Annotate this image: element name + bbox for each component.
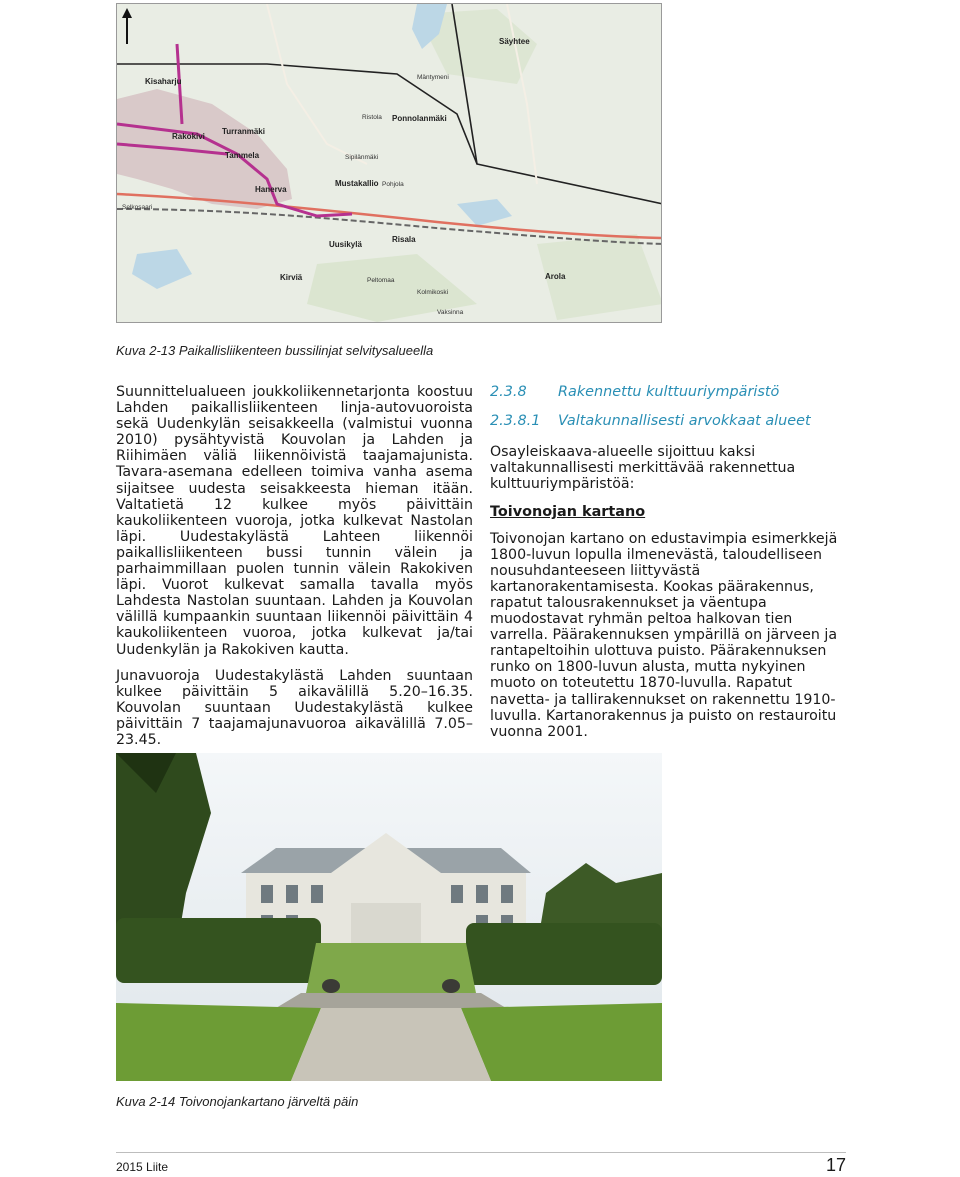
gravel-path	[291, 1008, 491, 1081]
map-label: Hanerva	[255, 185, 287, 194]
paragraph-intro: Osayleiskaava-alueelle sijoittuu kaksi valtakunnallisesti merkittävää rakennettua kulttuuriympäristöä:	[490, 444, 796, 493]
map-label: Risala	[392, 235, 416, 244]
map-caption: Kuva 2-13 Paikallisliikenteen bussilinjat selvitysalueella	[116, 343, 434, 358]
map-label: Kolmikoski	[417, 289, 449, 296]
map-label: Mustakallio	[335, 179, 379, 188]
garden-urn	[322, 979, 340, 993]
paragraph-train-service: Junavuoroja Uudestakylästä Lahden suuntaan kulkee päivittäin 5 aikavälillä 5.20–16.35. Kouvolan suuntaan Uudestakylästä kulkee päivittäin 7 taajamajunavuoroa aikavälillä 7.05–23.45.	[116, 667, 473, 748]
section-title: Rakennettu kulttuuriympäristö	[558, 384, 780, 400]
map-label: Pohjola	[382, 181, 404, 188]
manor-porch	[351, 903, 421, 943]
map-label: Kirviä	[280, 273, 303, 282]
photo-svg	[116, 753, 662, 1081]
photo-caption: Kuva 2-14 Toivonojankartano järveltä päin	[116, 1094, 359, 1109]
map-label: Ponnolanmäki	[392, 114, 447, 123]
paragraph-toivonoja-manor: Toivonojan kartano on edustavimpia esimerkkejä 1800-luvun lopulla ilmenevästä, taloudelliseen nousuhdanteeseen liittyvästä kartanorakentamisesta. Kookas päärakennus, rapatut talousrakennukset ja väentupa muodostavat ryhmän peltoa halkovan tien varrella. Päärakennuksen ympärillä on järveen ja rantapeltoihin ulottuva puisto. Päärakennuksen runko on 1800-luvun alusta, mutta nykyinen muoto on toteutettu 1870-luvulla. Rapatut navetta- ja tallirakennukset on rakennettu 1910-luvulla. Kartanorakennus ja puisto on restauroitu vuonna 2001.	[490, 530, 838, 740]
hedge-left	[116, 918, 321, 983]
map-label: Selkosaari	[122, 204, 153, 211]
map-label: Kisaharju	[145, 77, 182, 86]
transport-text-column	[116, 384, 473, 758]
map-label: Turranmäki	[222, 127, 265, 136]
footer-label: 2015 Liite	[116, 1160, 169, 1174]
map-label: Uusikylä	[329, 240, 362, 249]
hedge-right	[466, 923, 662, 985]
map-label: Mäntymeni	[417, 74, 449, 81]
page-number: 17	[825, 1155, 846, 1175]
map-label: Sipilänmäki	[345, 154, 379, 161]
section-number: 2.3.8	[490, 384, 527, 400]
route-map	[116, 3, 662, 323]
heritage-text-column	[490, 384, 850, 740]
section-number: 2.3.8.1	[490, 413, 541, 430]
map-label: Arola	[545, 272, 566, 281]
section-title: Valtakunnallisesti arvokkaat alueet	[558, 413, 811, 430]
garden-urn	[442, 979, 460, 993]
map-label: Säyhtee	[499, 37, 530, 46]
map-label: Peltomaa	[367, 277, 395, 284]
stone-steps	[276, 993, 506, 1008]
map-label: Rakokivi	[172, 132, 205, 141]
map-label: Ristola	[362, 114, 382, 121]
section-heading-national-areas	[490, 413, 850, 429]
paragraph-transit-service: Suunnittelualueen joukkoliikennetarjonta koostuu Lahden paikallisliikenteen linja-autovuoroista sekä Uudenkylän seisakkeella (valmistui vuonna 2010) pysähtyvistä Kouvolan ja Lahden ja Riihimäen väliä liikennöivistä taajamajunista. Tavara-asemana edelleen toimiva vanha asema sijaitsee uudesta seisakkeesta hieman itään. Valtatietä 12 kulkee myös päivittäin kaukoliikenteen vuoroja, jotka kulkevat Nastolan läpi. Uudestakylästä Lahteen liikennöi paikallisliikenteen bussi tunnin välein ja parhaimmillaan puolen tunnin välein Rakokiven läpi. Vuorot kulkevat samalla tavalla myös Lahdesta Nastolan suuntaan. Lahden ja Kouvolan välillä kumpaankin suuntaan liikennöi päivittäin 4 kaukoliikenteen vuoroa, jotka kulkevat ja/tai Uudenkylän ja Rakokiven kautta.	[116, 384, 473, 658]
subheading-toivonoja-manor: Toivonojan kartano	[490, 504, 646, 521]
map-label: Tammela	[225, 151, 260, 160]
lawn-right	[461, 1003, 662, 1081]
map-svg	[117, 4, 662, 323]
map-label: Vaksinna	[437, 309, 464, 316]
section-heading-built-environment	[490, 384, 850, 400]
footer-divider	[116, 1152, 846, 1153]
lawn-left	[116, 1003, 321, 1081]
manor-photo	[116, 753, 662, 1081]
